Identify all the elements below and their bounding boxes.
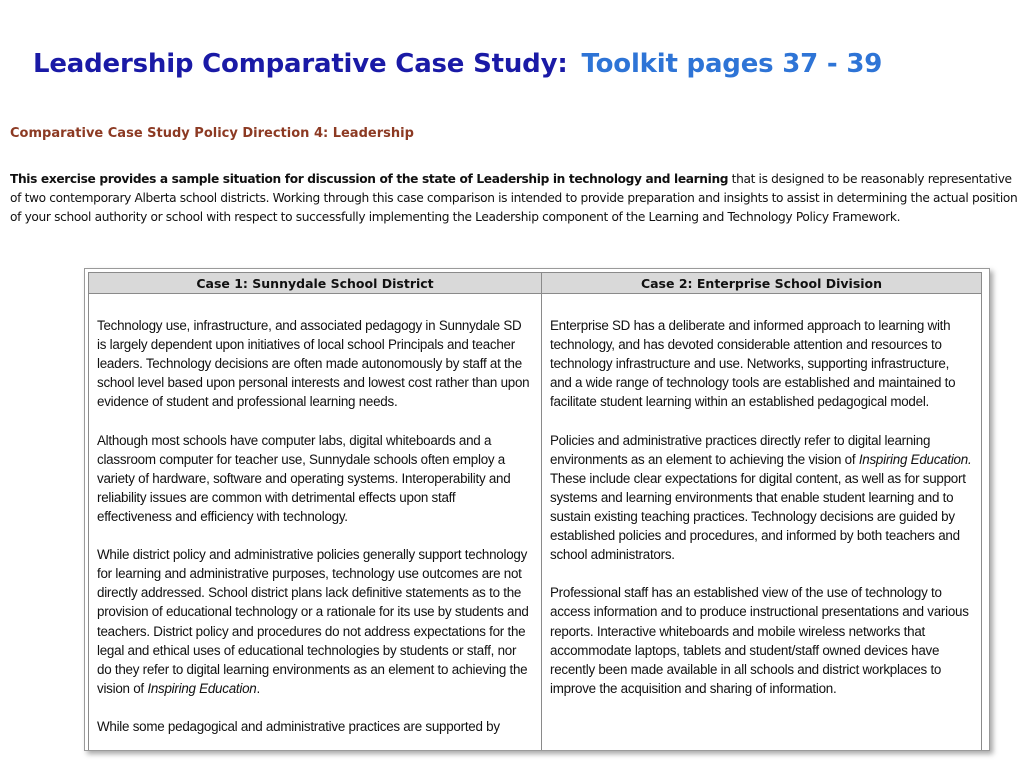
case1-paragraph-4: While some pedagogical and administrative practices are supported by [97, 718, 500, 734]
slide-title-subtitle: Toolkit pages 37 - 39 [581, 49, 883, 79]
case2-paragraph-2 [550, 431, 973, 565]
case-comparison-table-frame [84, 268, 990, 751]
slide-title [33, 46, 882, 82]
case1-paragraph-3-text: While district policy and administrative policies generally support technology for learning and administrative purposes, technology use outcomes are not directly addressed. School district plans lack definitive statements as to the provision of educational technology or a rationale for its use by students and teachers. District policy and procedures do not address expectations for the legal and ethical uses of educational technologies by students or staff, nor do they refer to digital learning environments as an element to achieving the vision of [97, 547, 529, 696]
case2-header: Case 2: Enterprise School Division [542, 273, 982, 294]
case1-paragraph-1: Technology use, infrastructure, and associated pedagogy in Sunnydale SD is largely dependent upon initiatives of local school Principals and teacher leaders. Technology decisions are often made autonomously by staff at the school level based upon personal interests and lowest cost rather than upon evidence of student and professional learning needs. [97, 318, 530, 410]
case1-header: Case 1: Sunnydale School District [89, 273, 542, 294]
case1-paragraph-2: Although most schools have computer labs, digital whiteboards and a classroom computer for teacher use, Sunnydale schools often employ a variety of hardware, software and operating systems. Interoperability and reliability issues are common with detrimental effects upon staff effectiveness and efficiency with technology. [97, 432, 511, 524]
document-intro [10, 170, 1018, 228]
case2-paragraph-2-text: Policies and administrative practices directly refer to digital learning environments as an element to achieving the vision of [550, 432, 931, 467]
intro-text: that is designed to be reasonably representative of two contemporary Alberta school districts. Working through this case comparison is intended to provide preparation and insights to assist in determining the actual position of your school authority or school with respect to successfully implementing the Leadership component of the Learning and Technology Policy Framework. [10, 172, 1018, 225]
case1-paragraph-3-italic: Inspiring Education [147, 680, 257, 696]
case2-paragraph-3: Professional staff has an established view of the use of technology to access information and to produce instructional presentations and various reports. Interactive whiteboards and mobile wireless networks that accommodate laptops, tablets and student/staff owned devices have recently been made available in all schools and district workplaces to improve the acquisition and sharing of information. [550, 585, 969, 696]
slide-title-main: Leadership Comparative Case Study [33, 49, 558, 79]
case-comparison-table [88, 272, 982, 750]
intro-bold-text: This exercise provides a sample situation for discussion of the state of Leadership in technology and learning [10, 172, 729, 186]
case2-paragraph-2-rest: These include clear expectations for digital content, as well as for support systems and learning environments that enable student learning and to sustain existing teaching practices. Technology decisions are guided by established policies and procedures, and informed by both teachers and school administrators. [550, 470, 966, 563]
case1-paragraph-3-end: . [256, 680, 260, 696]
case2-paragraph-2-italic: Inspiring Education. [858, 451, 972, 467]
table-row [89, 294, 982, 751]
case2-paragraph-1: Enterprise SD has a deliberate and informed approach to learning with technology, and has devoted considerable attention and resources to technology infrastructure and use. Networks, supporting infrastructure, and a wide range of technology tools are established and maintained to facilitate student learning within an established pedagogical model. [550, 318, 956, 410]
case1-paragraph-3 [97, 545, 533, 698]
case2-cell [542, 294, 982, 751]
document-heading: Comparative Case Study Policy Direction 4: Leadership [10, 126, 414, 141]
slide-title-colon: : [557, 49, 568, 79]
case1-cell [89, 294, 542, 751]
table-header-row [89, 273, 982, 294]
